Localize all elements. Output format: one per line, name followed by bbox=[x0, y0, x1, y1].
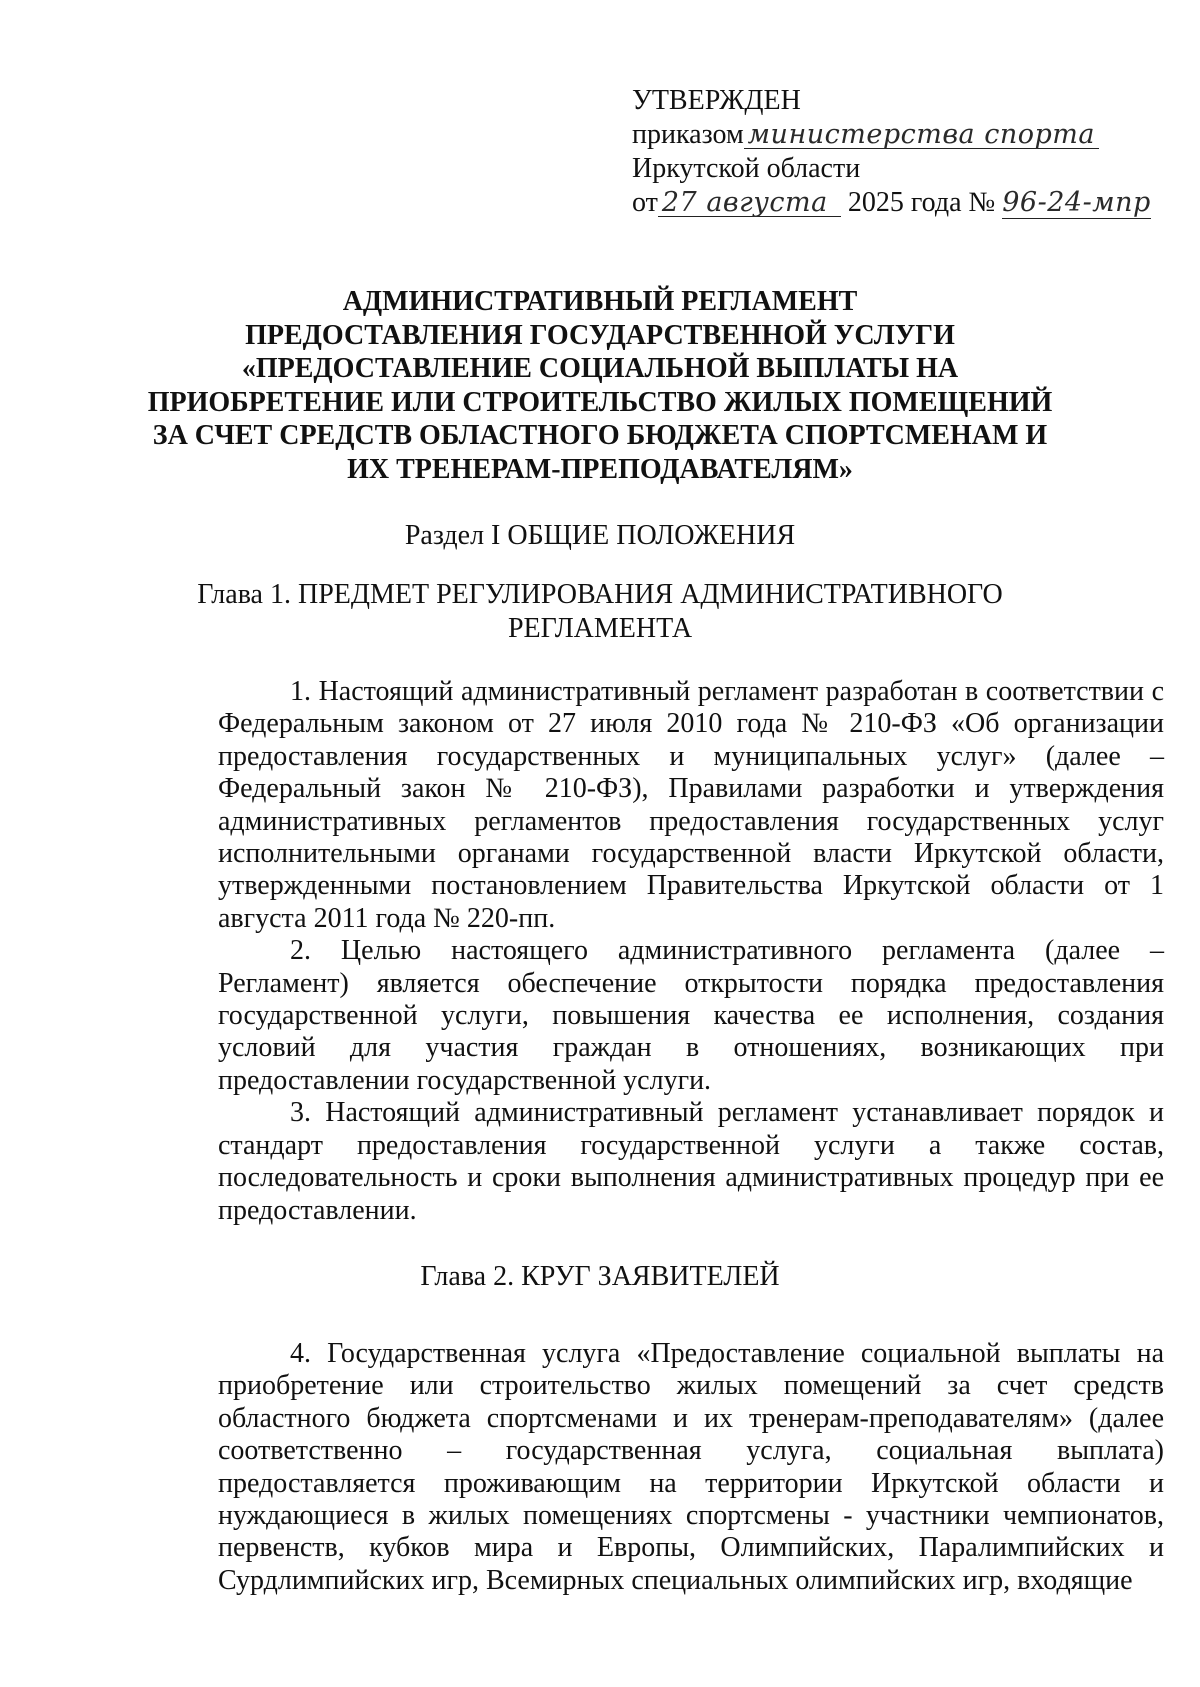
section-heading: Раздел I ОБЩИЕ ПОЛОЖЕНИЯ bbox=[404, 520, 796, 551]
paragraph-4: 4. Государственная услуга «Предоставление социальной выплаты на приобретение или строительство жилых помещений за счет средств областного бюджета спортсменами и их тренерам-преподавателям» (далее соответственно – государственная услуга, социальная выплата) предоставляется проживающим на территории Иркутской области и нуждающиеся в жилых помещениях спортсмены - участники чемпионатов, первенств, кубков мира и Европы, Олимпийских, Паралимпийских и Сурдлимпийских игр, Всемирных специальных олимпийских игр, входящие bbox=[218, 1338, 1164, 1596]
approval-approved-line bbox=[632, 84, 1152, 118]
approval-region-line bbox=[632, 152, 1152, 186]
order-handwritten: министерства спорта bbox=[744, 122, 1099, 149]
chapter2-heading: Глава 2. КРУГ ЗАЯВИТЕЛЕЙ bbox=[420, 1261, 780, 1292]
title-line: ИХ ТРЕНЕРАМ-ПРЕПОДАВАТЕЛЯМ» bbox=[347, 453, 853, 485]
approval-order-line bbox=[632, 118, 1152, 152]
chapter1-heading bbox=[120, 578, 1080, 646]
chapter1-heading-line2: РЕГЛАМЕНТА bbox=[507, 613, 693, 644]
approval-date-line bbox=[632, 186, 1152, 220]
approved-label: УТВЕРЖДЕН bbox=[632, 85, 801, 116]
document-title bbox=[120, 285, 1080, 486]
title-line: ЗА СЧЕТ СРЕДСТВ ОБЛАСТНОГО БЮДЖЕТА СПОРТСМЕНАМ И bbox=[152, 420, 1048, 451]
paragraph-3: 3. Настоящий административный регламент устанавливает порядок и стандарт предоставления государственной услуги а также состав, последовательность и сроки выполнения административных процедур при ее предоставлении. bbox=[218, 1097, 1164, 1226]
paragraph-2: 2. Целью настоящего административного регламента (далее – Регламент) является обеспечение открытости порядка предоставления государственной услуги, повышения качества ее исполнения, создания условий для участия граждан в отношениях, возникающих при предоставлении государственной услуги. bbox=[218, 935, 1164, 1096]
approval-block bbox=[632, 84, 1152, 220]
from-prefix: от bbox=[632, 187, 658, 218]
chapter1-body bbox=[218, 676, 1164, 1227]
chapter2-body bbox=[218, 1338, 1164, 1597]
title-line: ПРЕДОСТАВЛЕНИЯ ГОСУДАРСТВЕННОЙ УСЛУГИ bbox=[245, 319, 955, 351]
title-line: ПРИОБРЕТЕНИЕ ИЛИ СТРОИТЕЛЬСТВО ЖИЛЫХ ПОМЕЩЕНИЙ bbox=[147, 386, 1053, 418]
order-prefix: приказом bbox=[632, 119, 744, 150]
chapter1-heading-line1: Глава 1. ПРЕДМЕТ РЕГУЛИРОВАНИЯ АДМИНИСТРАТИВНОГО bbox=[197, 579, 1003, 610]
date-handwritten: 27 августа bbox=[658, 190, 841, 217]
region-label: Иркутской области bbox=[632, 153, 861, 184]
paragraph-1: 1. Настоящий административный регламент разработан в соответствии с Федеральным законом от 27 июля 2010 года № 210-ФЗ «Об организации предоставления государственных и муниципальных услуг» (далее – Федеральный закон № 210-ФЗ), Правилами разработки и утверждения административных регламентов предоставления государственных услуг исполнительными органами государственной власти Иркутской области, утвержденными постановлением Правительства Иркутской области от 1 августа 2011 года № 220-пп. bbox=[218, 676, 1164, 934]
title-line: АДМИНИСТРАТИВНЫЙ РЕГЛАМЕНТ bbox=[342, 286, 858, 317]
title-line: «ПРЕДОСТАВЛЕНИЕ СОЦИАЛЬНОЙ ВЫПЛАТЫ НА bbox=[241, 353, 959, 384]
number-handwritten: 96-24-мпр bbox=[1002, 187, 1151, 218]
year-text: 2025 года № bbox=[847, 187, 996, 218]
